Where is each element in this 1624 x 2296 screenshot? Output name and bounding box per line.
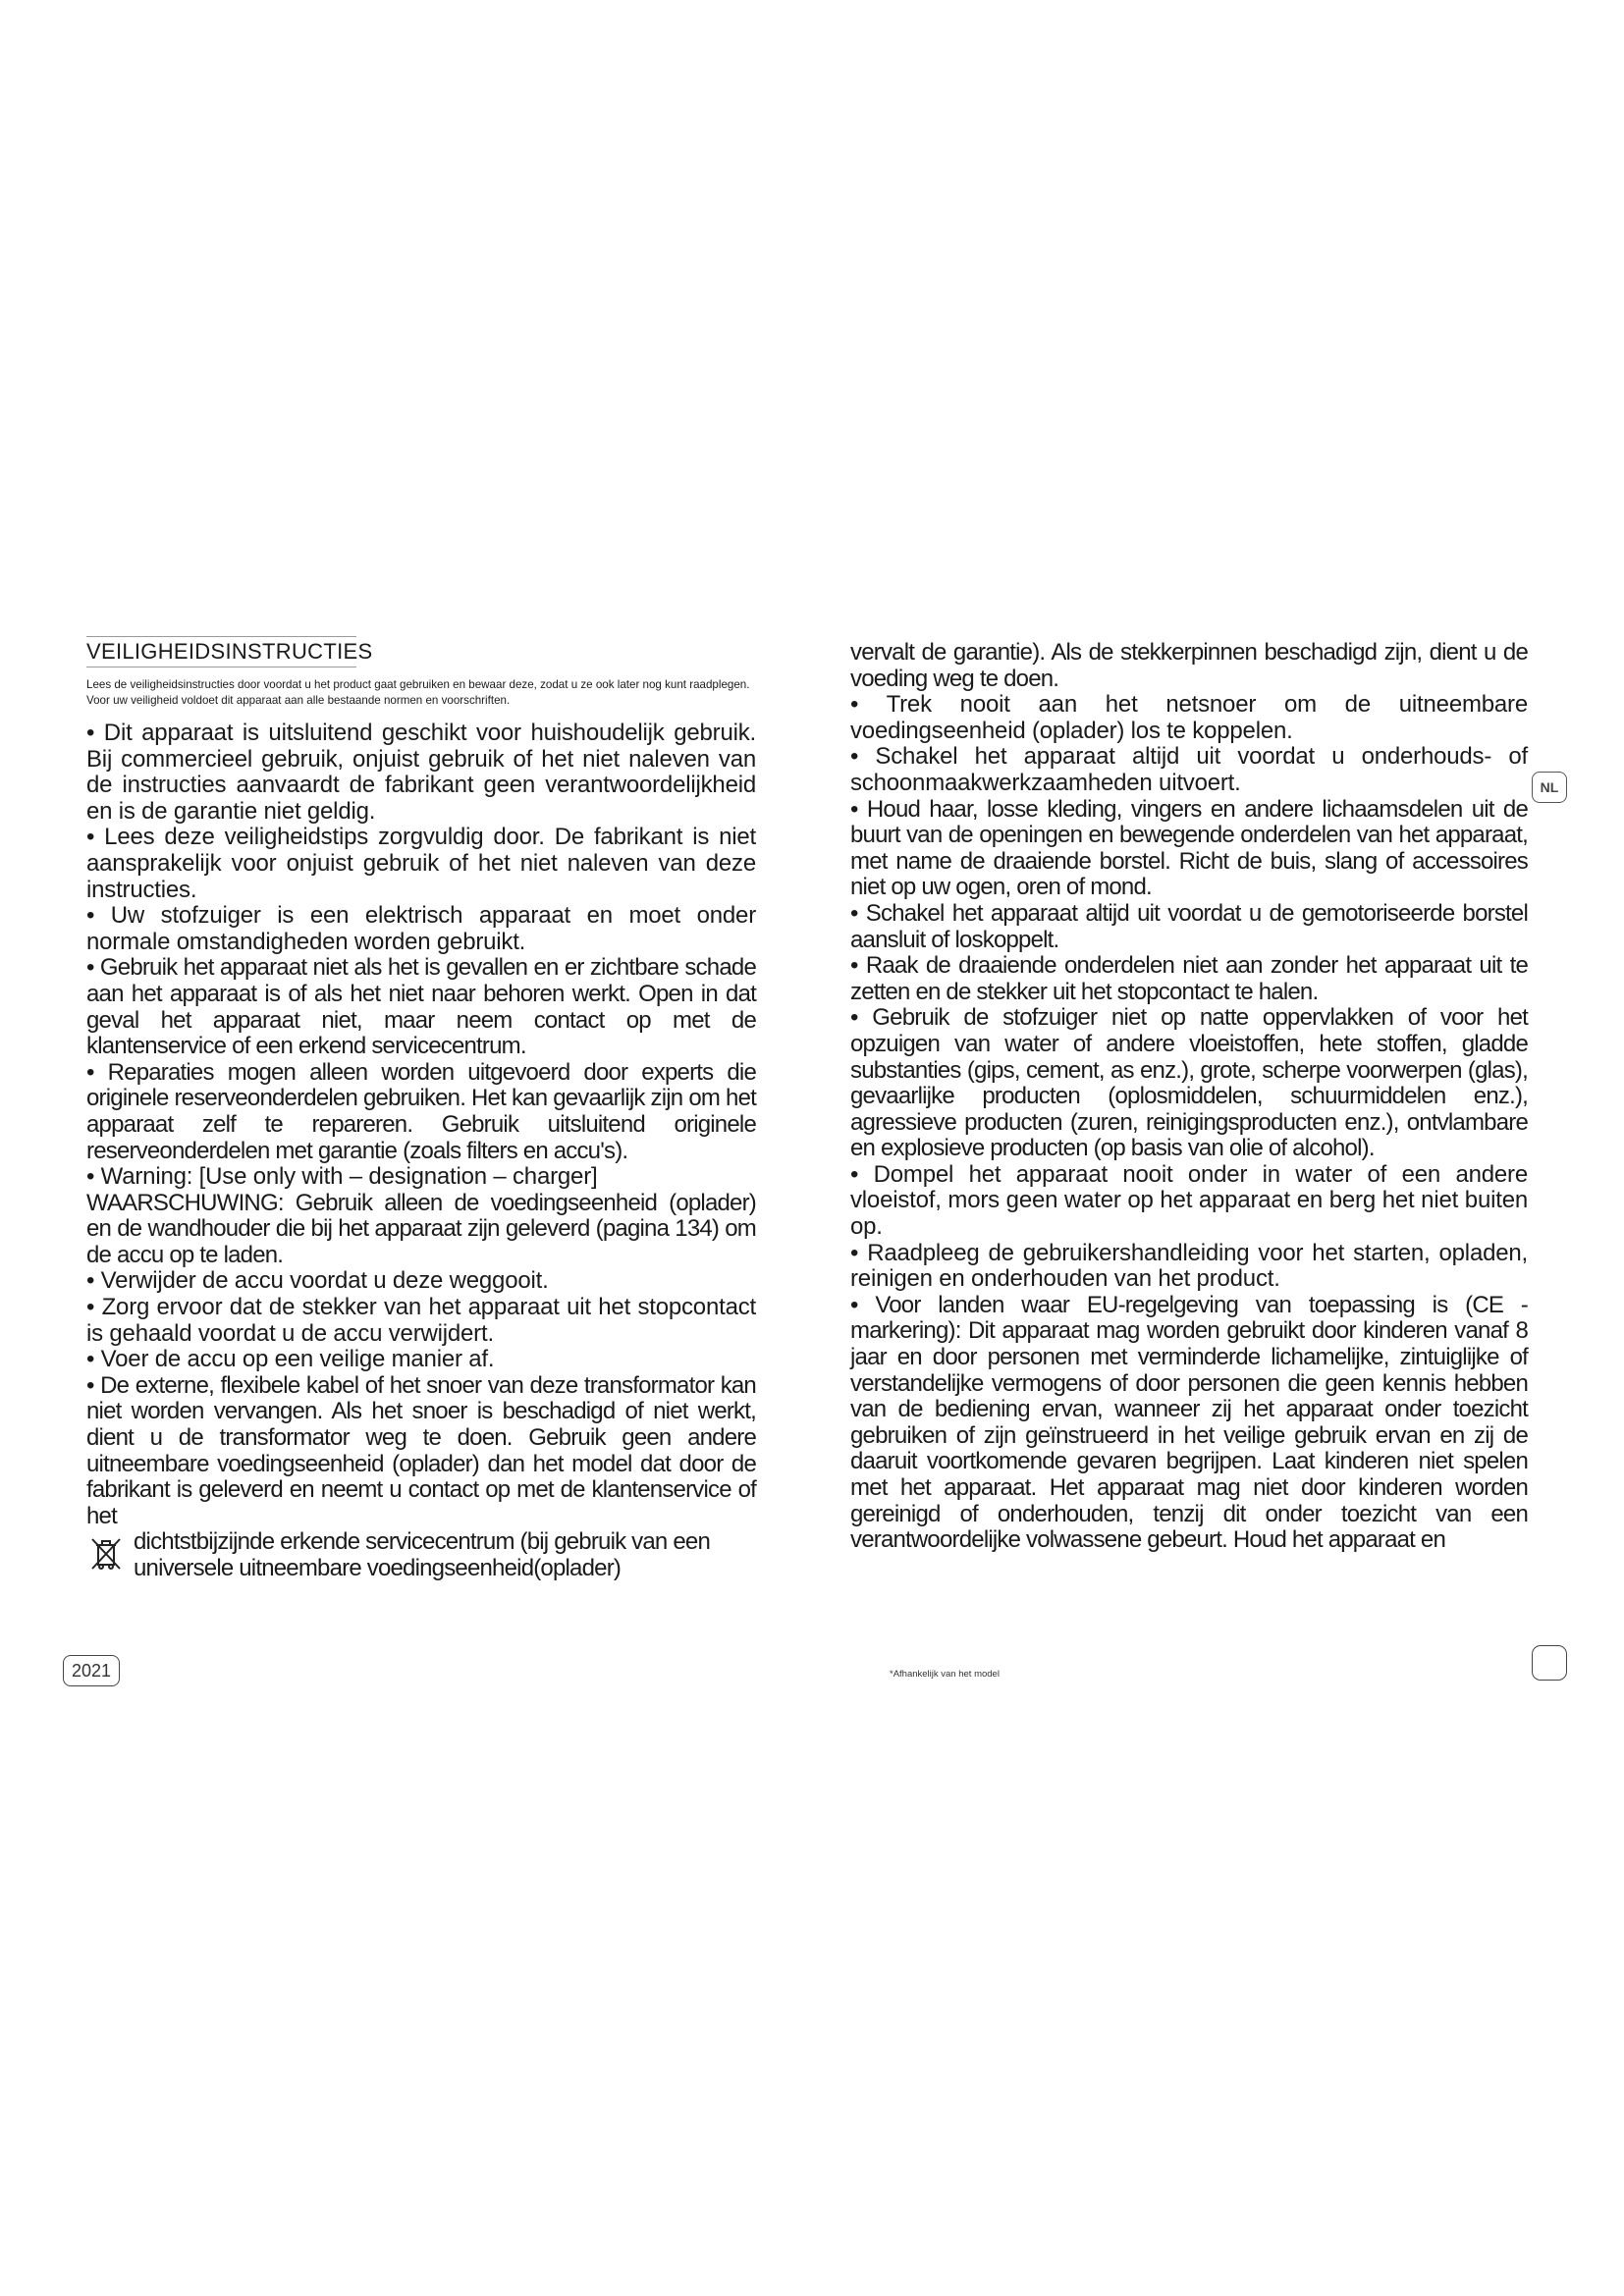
paragraph: • Gebruik de stofzuiger niet op natte oppervlakken of voor het opzuigen van water of andere vloeistoffen, hete stoffen, gladde substanties (gips, cement, as enz.), grote, scherpe voorwerpen (glas), gevaarlijke producten (oplosmiddelen, schuurmiddelen enz.), agressieve producten (zuren, reinigingsproducten enz.), ontvlambare en explosieve producten (op basis van olie of alcohol). xyxy=(850,1004,1528,1162)
paragraph: • Reparaties mogen alleen worden uitgevoerd door experts die originele reserveonderdelen gebruiken. Het kan gevaarlijk zijn om het apparaat zelf te repareren. Gebruik uitsluitend originele reserveonderdelen met garantie (zoals filters en accu's). xyxy=(86,1058,756,1164)
section-title: VEILIGHEIDSINSTRUCTIES xyxy=(86,636,356,667)
paragraph: vervalt de garantie). Als de stekkerpinnen beschadigd zijn, dient u de voeding weg te doen. xyxy=(850,639,1528,692)
page-number-box xyxy=(1532,1645,1567,1681)
paragraph: WAARSCHUWING: Gebruik alleen de voedingseenheid (oplader) en de wandhouder die bij het apparaat zijn geleverd (pagina 134) om de accu op te laden. xyxy=(86,1189,756,1268)
paragraph: • Uw stofzuiger is een elektrisch apparaat en moet onder normale omstandigheden worden gebruikt. xyxy=(86,902,756,955)
left-column xyxy=(86,636,756,1582)
paragraph: • Dit apparaat is uitsluitend geschikt voor huishoudelijk gebruik. Bij commercieel gebruik, onjuist gebruik of het niet naleven van de instructies aanvaardt de fabrikant geen verantwoordelijkheid en is de garantie niet geldig. xyxy=(86,720,756,825)
paragraph: • Raak de draaiende onderdelen niet aan zonder het apparaat uit te zetten en de stekker uit het stopcontact te halen. xyxy=(850,952,1528,1005)
disposal-note xyxy=(86,1529,756,1581)
paragraph: • Lees deze veiligheidstips zorgvuldig door. De fabrikant is niet aansprakelijk voor onjuist gebruik of het niet naleven van deze instructies. xyxy=(86,824,756,903)
paragraph: • Dompel het apparaat nooit onder in water of een andere vloeistof, mors geen water op het apparaat en berg het niet buiten op. xyxy=(850,1160,1528,1241)
page-number: 2021 xyxy=(63,1655,120,1686)
paragraph: • Verwijder de accu voordat u deze weggooit. xyxy=(86,1267,549,1295)
paragraph: • Schakel het apparaat altijd uit voordat u de gemotoriseerde borstel aansluit of loskoppelt. xyxy=(850,899,1528,953)
paragraph: • Trek nooit aan het netsnoer om de uitneembare voedingseenheid (oplader) los te koppelen. xyxy=(850,691,1528,744)
paragraph: • De externe, flexibele kabel of het snoer van deze transformator kan niet worden vervangen. Als het snoer is beschadigd of niet werkt, dient u de transformator weg te doen. Gebruik geen andere uitneembare voedingseenheid (oplader) dan het model dat door de fabrikant is geleverd en neemt u contact op met de klantenservice of het xyxy=(86,1371,756,1529)
paragraph: • Raadpleeg de gebruikershandleiding voor het starten, opladen, reinigen en onderhouden van het product. xyxy=(850,1239,1528,1293)
footnote: *Afhankelijk van het model xyxy=(890,1669,1000,1680)
paragraph: • Houd haar, losse kleding, vingers en andere lichaamsdelen uit de buurt van de openingen en bewegende onderdelen van het apparaat, met name de draaiende borstel. Richt de buis, slang of accessoires niet op uw ogen, oren of mond. xyxy=(850,795,1528,901)
paragraph: • Voor landen waar EU-regelgeving van toepassing is (CE -markering): Dit apparaat mag worden gebruikt door kinderen vanaf 8 jaar en door personen met verminderde lichamelijke, zintuiglijke of verstandelijke vermogens of door personen die geen kennis hebben van de bediening ervan, wanneer zij het apparaat onder toezicht gebruiken of zijn geïnstrueerd in het veilige gebruik ervan en zij de daaruit voortkomende gevaren begrijpen. Laat kinderen niet spelen met het apparaat. Het apparaat mag niet door kinderen worden gereinigd of onderhouden, tenzij dit onder toezicht van een verantwoordelijke volwassene gebeurt. Houd het apparaat en xyxy=(850,1291,1528,1554)
paragraph: • Zorg ervoor dat de stekker van het apparaat uit het stopcontact is gehaald voordat u de accu verwijdert. xyxy=(86,1294,756,1347)
paragraph: • Voer de accu op een veilige manier af. xyxy=(86,1346,495,1373)
crossed-out-wheelie-bin-icon xyxy=(86,1533,126,1573)
disposal-text: dichtstbijzijnde erkende servicecentrum (bij gebruik van een universele uitneembare voedingseenheid(oplader) xyxy=(134,1528,710,1581)
intro-text: Lees de veiligheidsinstructies door voordat u het product gaat gebruiken en bewaar deze, zodat u ze ook later nog kunt raadplegen. Voor uw veiligheid voldoet dit apparaat aan alle bestaande normen en voorschriften. xyxy=(86,678,750,707)
paragraph: • Schakel het apparaat altijd uit voordat u onderhouds- of schoonmaakwerkzaamheden uitvoert. xyxy=(850,743,1528,796)
language-badge: NL xyxy=(1532,772,1567,803)
paragraph: • Gebruik het apparaat niet als het is gevallen en er zichtbare schade aan het apparaat is of als het niet naar behoren werkt. Open in dat geval het apparaat niet, maar neem contact op met de klantenservice of een erkend servicecentrum. xyxy=(86,954,756,1060)
paragraph: • Warning: [Use only with – designation – charger] xyxy=(86,1163,598,1191)
right-column xyxy=(850,640,1528,1554)
